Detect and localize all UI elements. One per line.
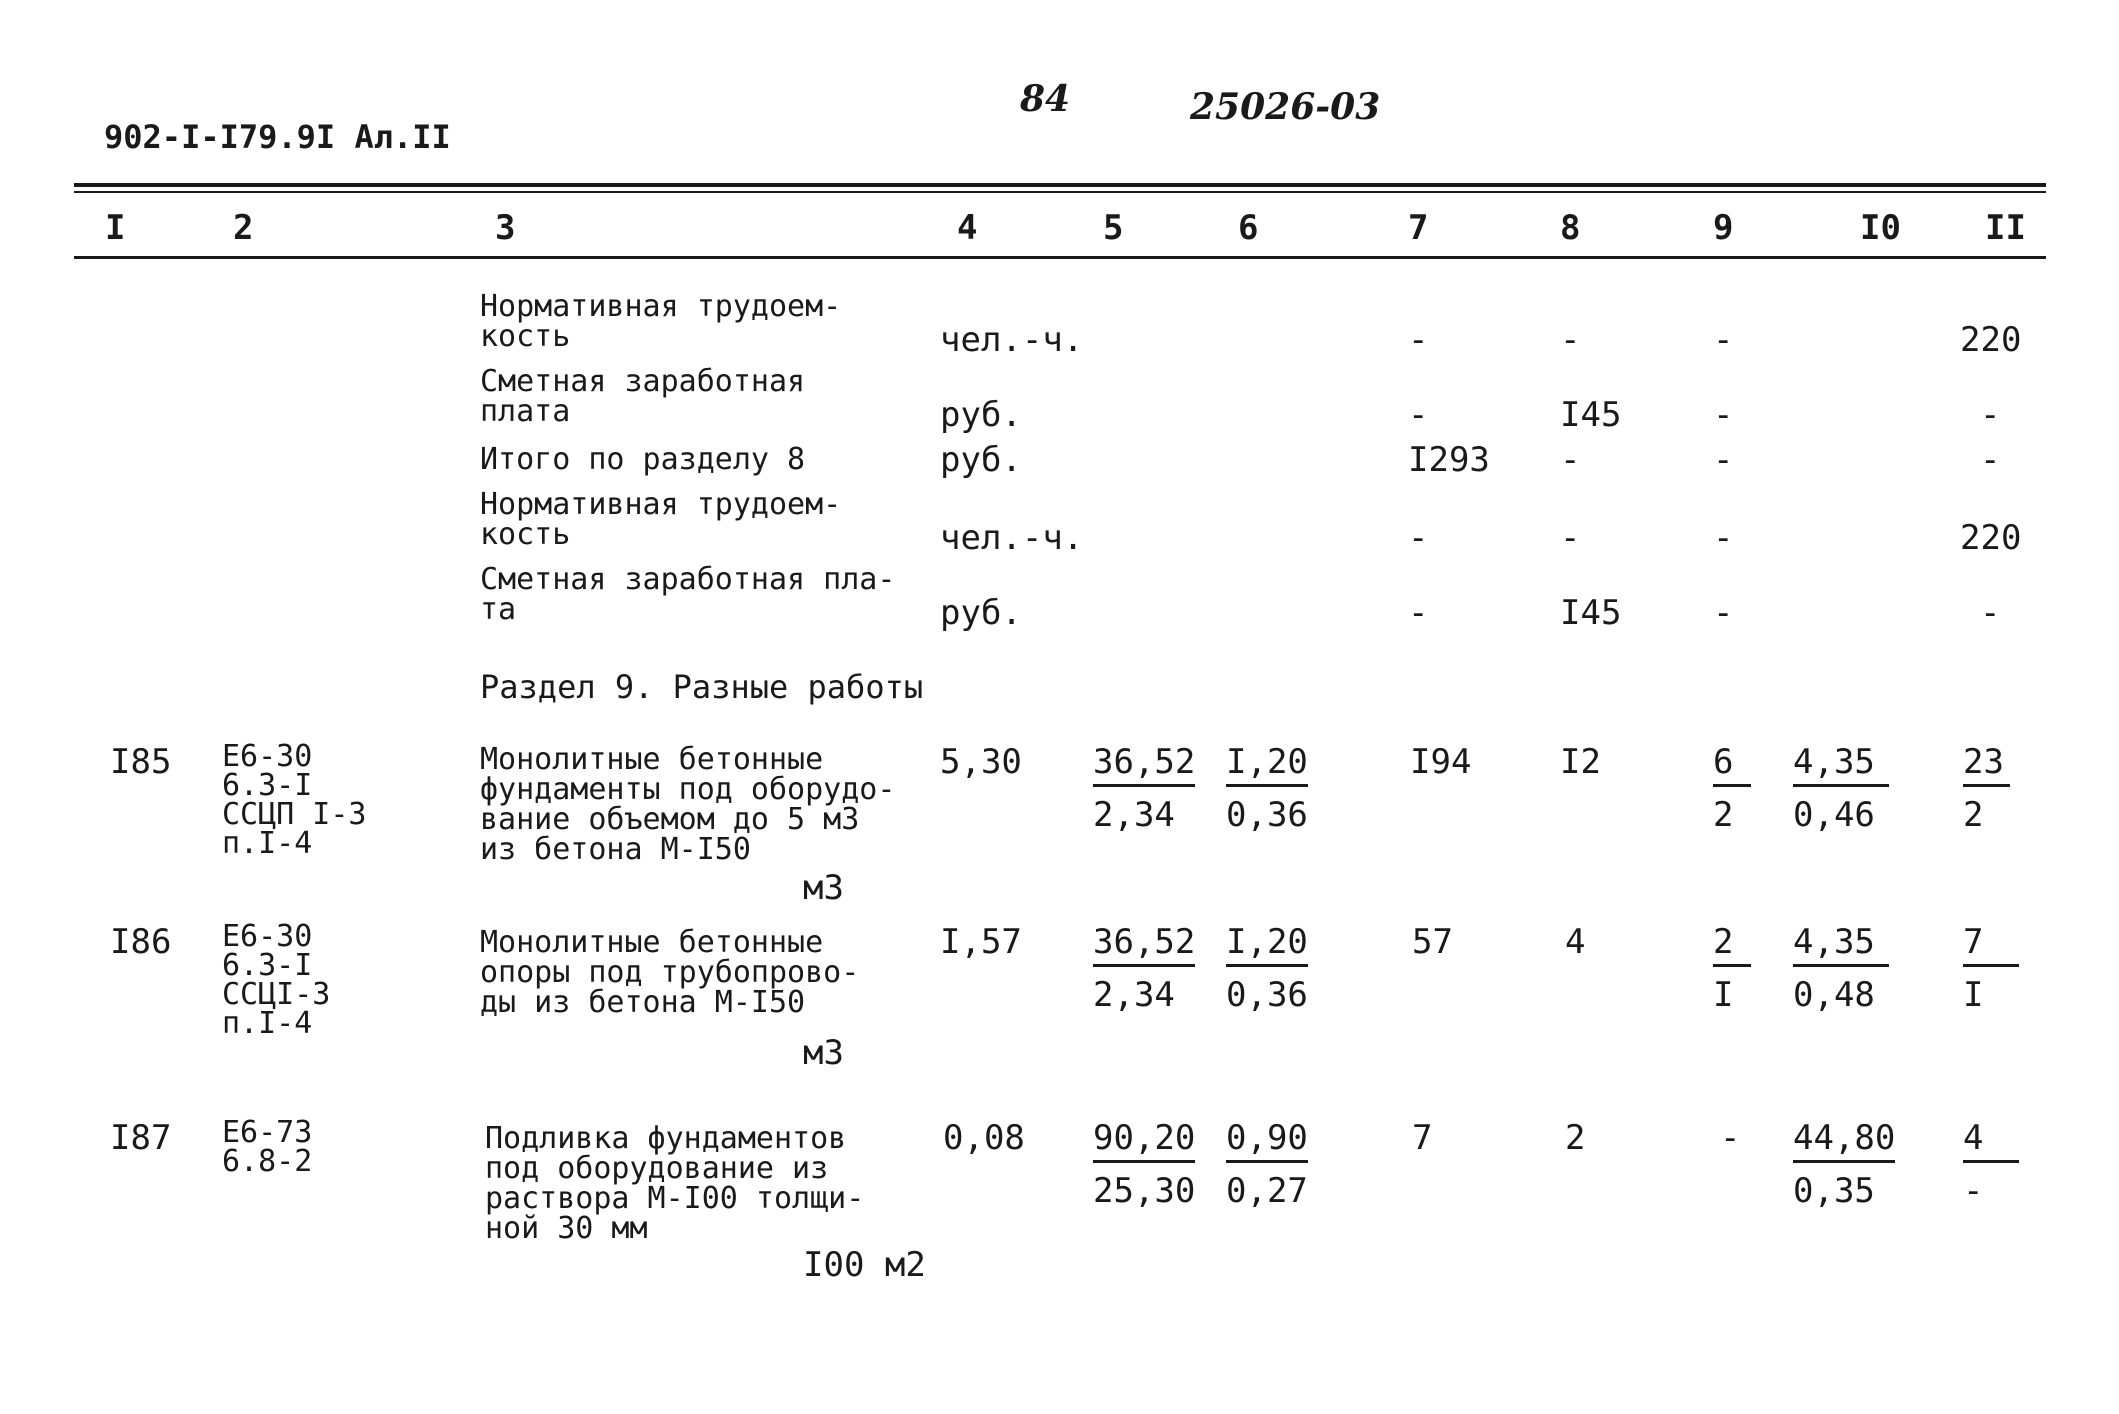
item-c9-top: 6 — [1713, 742, 1751, 787]
item-c9-top: 2 — [1713, 922, 1751, 967]
item-c5-top: 90,20 — [1093, 1118, 1195, 1163]
item-c10 — [1793, 742, 1889, 835]
item-code: Е6-73 6.8-2 — [222, 1115, 313, 1179]
item-c11-top: 7 — [1963, 922, 2019, 967]
summary-c7: - — [1408, 320, 1429, 360]
item-c10 — [1793, 922, 1889, 1015]
summary-c7: - — [1408, 518, 1429, 558]
item-c7: I94 — [1410, 742, 1472, 782]
summary-c9: - — [1713, 593, 1734, 633]
col-header-11: II — [1985, 208, 2026, 248]
item-c6-bottom: 0,27 — [1226, 1171, 1308, 1211]
section-title: Раздел 9. Разные работы — [480, 668, 924, 706]
item-description: Монолитные бетонные фундаменты под оборудо- вание объемом до 5 м3 из бетона М-I50 — [480, 742, 896, 867]
item-qty: 0,08 — [943, 1118, 1025, 1158]
item-qty: I,57 — [940, 922, 1022, 962]
col-header-5: 5 — [1103, 208, 1124, 248]
item-number: I85 — [110, 742, 172, 782]
col-header-2: 2 — [233, 208, 254, 248]
item-c11 — [1963, 1118, 2019, 1211]
item-c10-top: 44,80 — [1793, 1118, 1895, 1163]
summary-unit: чел.-ч. — [940, 518, 1084, 558]
item-c6-top: I,20 — [1226, 742, 1308, 787]
item-c8: 4 — [1565, 922, 1586, 962]
item-c6 — [1226, 922, 1308, 1015]
item-qty: 5,30 — [940, 742, 1022, 782]
summary-c7: - — [1408, 593, 1429, 633]
item-c11 — [1963, 742, 2010, 835]
item-code: Е6-30 6.3-I ССЦI-3 п.I-4 — [222, 919, 331, 1041]
item-c6 — [1226, 742, 1308, 835]
header-rule-bottom — [74, 256, 2046, 259]
item-c10 — [1793, 1118, 1895, 1211]
summary-c8: - — [1560, 440, 1581, 480]
summary-name: Нормативная трудоем- кость — [480, 289, 842, 354]
summary-c11: 220 — [1960, 518, 2022, 558]
summary-name: Итого по разделу 8 — [480, 442, 806, 477]
col-header-7: 7 — [1408, 208, 1429, 248]
summary-c8: - — [1560, 518, 1581, 558]
summary-c9: - — [1713, 320, 1734, 360]
page-number: 84 — [1020, 78, 1071, 120]
summary-c11: - — [1980, 440, 2001, 480]
item-c11 — [1963, 922, 2019, 1015]
summary-c8: - — [1560, 320, 1581, 360]
header-rule-top-thin — [74, 191, 2046, 193]
item-c10-bottom: 0,48 — [1793, 975, 1875, 1015]
item-c10-bottom: 0,46 — [1793, 795, 1875, 835]
doc-code: 902-I-I79.9I Ал.II — [104, 118, 451, 156]
item-c6 — [1226, 1118, 1308, 1211]
item-c10-top: 4,35 — [1793, 742, 1889, 787]
col-header-6: 6 — [1238, 208, 1259, 248]
col-header-10: I0 — [1860, 208, 1901, 248]
item-c8: I2 — [1560, 742, 1601, 782]
item-c11-bottom: - — [1963, 1171, 1984, 1211]
item-c6-bottom: 0,36 — [1226, 975, 1308, 1015]
col-header-8: 8 — [1560, 208, 1581, 248]
item-c5-bottom: 2,34 — [1093, 975, 1175, 1015]
summary-unit: руб. — [940, 395, 1022, 435]
item-c9: - — [1720, 1118, 1741, 1158]
summary-c9: - — [1713, 440, 1734, 480]
summary-name: Сметная заработная плата — [480, 364, 806, 429]
item-c9-bottom: I — [1713, 975, 1734, 1015]
summary-c11: - — [1980, 593, 2001, 633]
summary-unit: чел.-ч. — [940, 320, 1084, 360]
item-c6-bottom: 0,36 — [1226, 795, 1308, 835]
item-description: Подливка фундаментов под оборудование из раствора М-I00 толщи- ной 30 мм — [485, 1121, 865, 1246]
item-c5-bottom: 25,30 — [1093, 1171, 1196, 1211]
col-header-1: I — [105, 208, 126, 248]
item-c6-top: I,20 — [1226, 922, 1308, 967]
item-c5-bottom: 2,34 — [1093, 795, 1175, 835]
doc-number: 25026-03 — [1190, 86, 1381, 128]
summary-c7: - — [1408, 395, 1429, 435]
summary-c8: I45 — [1560, 395, 1622, 435]
item-c9 — [1713, 742, 1751, 835]
item-c5 — [1093, 1118, 1195, 1211]
header-rule-top — [74, 183, 2046, 187]
summary-c9: - — [1713, 395, 1734, 435]
item-c10-top: 4,35 — [1793, 922, 1889, 967]
item-unit: м3 — [803, 1033, 844, 1073]
item-c7: 57 — [1412, 922, 1453, 962]
col-header-4: 4 — [957, 208, 978, 248]
item-c6-top: 0,90 — [1226, 1118, 1308, 1163]
summary-c11: 220 — [1960, 320, 2022, 360]
col-header-3: 3 — [495, 208, 516, 248]
item-description: Монолитные бетонные опоры под трубопрово- ды из бетона М-I50 — [480, 925, 860, 1020]
summary-c9: - — [1713, 518, 1734, 558]
item-number: I86 — [110, 922, 172, 962]
item-c11-bottom: I — [1963, 975, 1984, 1015]
item-unit: I00 м2 — [803, 1245, 926, 1285]
item-c7: 7 — [1412, 1118, 1433, 1158]
item-c10-bottom: 0,35 — [1793, 1171, 1875, 1211]
summary-c7: I293 — [1408, 440, 1490, 480]
summary-unit: руб. — [940, 440, 1022, 480]
item-c11-top: 23 — [1963, 742, 2010, 787]
item-c5 — [1093, 922, 1195, 1015]
item-c11-bottom: 2 — [1963, 795, 1984, 835]
summary-c8: I45 — [1560, 593, 1622, 633]
summary-name: Сметная заработная пла- та — [480, 562, 896, 627]
summary-c11: - — [1980, 395, 2001, 435]
item-c9-bottom: 2 — [1713, 795, 1734, 835]
item-unit: м3 — [803, 868, 844, 908]
item-c9 — [1713, 922, 1751, 1015]
item-number: I87 — [110, 1118, 172, 1158]
item-c8: 2 — [1565, 1118, 1586, 1158]
summary-unit: руб. — [940, 593, 1022, 633]
item-code: Е6-30 6.3-I ССЦП I-3 п.I-4 — [222, 739, 367, 861]
item-c11-top: 4 — [1963, 1118, 2019, 1163]
item-c5 — [1093, 742, 1195, 835]
item-c5-top: 36,52 — [1093, 742, 1195, 787]
col-header-9: 9 — [1713, 208, 1734, 248]
summary-name: Нормативная трудоем- кость — [480, 487, 842, 552]
item-c5-top: 36,52 — [1093, 922, 1195, 967]
